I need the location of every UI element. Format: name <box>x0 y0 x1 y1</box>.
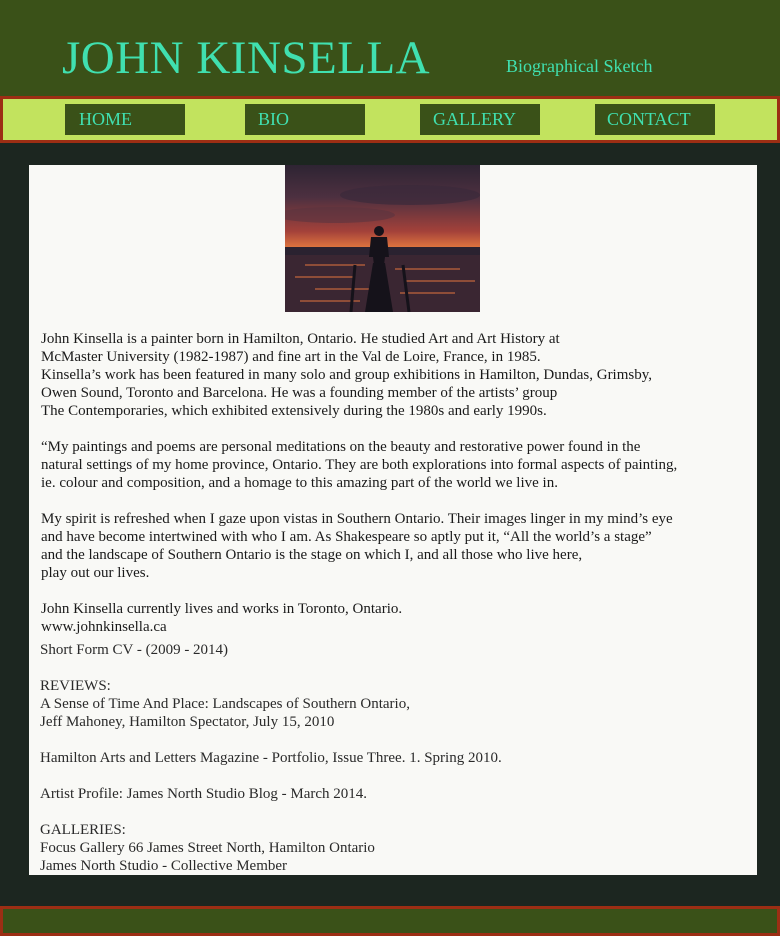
nav-gallery-button[interactable]: GALLERY <box>420 104 540 135</box>
bio-line: natural settings of my home province, Ontario. They are both explorations into formal aspects of painting, <box>41 457 678 473</box>
bio-line: and have become intertwined with who I am. As Shakespeare so aptly put it, “All the world’s a stage” <box>41 529 652 545</box>
bio-line: “My paintings and poems are personal meditations on the beauty and restorative power found in the <box>41 439 641 455</box>
review-link-spectator[interactable]: A Sense of Time And Place: Landscapes of Southern Ontario, <box>40 696 410 712</box>
content-panel <box>29 165 757 875</box>
bio-paragraph-4 <box>41 600 753 636</box>
reviews-heading: REVIEWS: <box>40 678 111 694</box>
gallery-item: James North Studio - Collective Member <box>40 858 288 874</box>
review-link-james-north-blog[interactable]: Artist Profile: James North Studio Blog - March 2014. <box>40 786 368 802</box>
review-link-hal-magazine[interactable]: Hamilton Arts and Letters Magazine - Portfolio, Issue Three. 1. Spring 2010. <box>40 750 502 766</box>
nav-contact-button[interactable]: CONTACT <box>595 104 715 135</box>
nav-home-button[interactable]: HOME <box>65 104 185 135</box>
bio-line: play out our lives. <box>41 565 150 581</box>
galleries-heading: GALLERIES: <box>40 822 126 838</box>
sunset-photo-drawing <box>285 165 480 312</box>
short-form-cv-link[interactable]: Short Form CV - (2009 - 2014) <box>40 642 229 658</box>
bio-line: Kinsella’s work has been featured in many solo and group exhibitions in Hamilton, Dundas, Grimsby, <box>41 367 653 383</box>
nav-bio-button[interactable]: BIO <box>245 104 365 135</box>
bio-line: McMaster University (1982-1987) and fine art in the Val de Loire, France, in 1985. <box>41 349 541 365</box>
bio-paragraph-2 <box>41 438 753 492</box>
bio-line: and the landscape of Southern Ontario is the stage on which I, and all those who live here, <box>41 547 583 563</box>
main-nav <box>0 96 780 143</box>
site-header <box>0 0 780 96</box>
site-subtitle: Biographical Sketch <box>506 56 653 76</box>
bio-line: Owen Sound, Toronto and Barcelona. He was a founding member of the artists’ group <box>41 385 558 401</box>
bio-text <box>41 330 753 636</box>
review-byline: Jeff Mahoney, Hamilton Spectator, July 15, 2010 <box>40 714 335 730</box>
site-footer <box>0 906 780 936</box>
bio-line: John Kinsella is a painter born in Hamilton, Ontario. He studied Art and Art History at <box>41 331 560 347</box>
bio-line: The Contemporaries, which exhibited extensively during the 1980s and early 1990s. <box>41 403 547 419</box>
artist-sunset-photo <box>285 165 480 312</box>
bio-paragraph-3 <box>41 510 753 582</box>
bio-paragraph-1 <box>41 330 753 420</box>
gallery-item: Focus Gallery 66 James Street North, Hamilton Ontario <box>40 840 375 856</box>
bio-line: John Kinsella currently lives and works in Toronto, Ontario. <box>41 601 403 617</box>
bio-line: ie. colour and composition, and a homage to this amazing part of the world we live in. <box>41 475 558 491</box>
site-title: JOHN KINSELLA <box>62 32 431 84</box>
cv-section <box>40 641 752 875</box>
bio-line: My spirit is refreshed when I gaze upon vistas in Southern Ontario. Their images linger in my mind’s eye <box>41 511 673 527</box>
website-link[interactable]: www.johnkinsella.ca <box>41 619 167 635</box>
